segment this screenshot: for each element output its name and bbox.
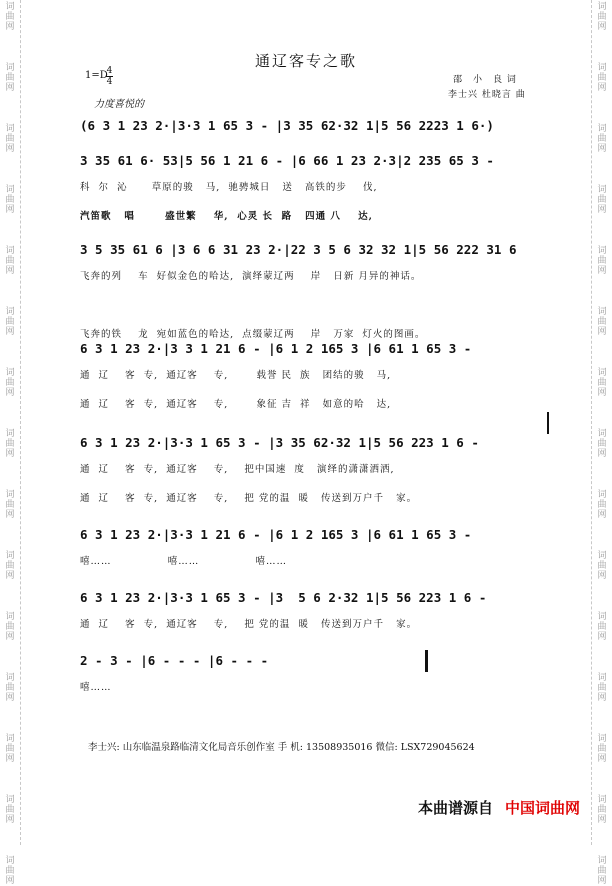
notation-line: 2 - 3 - |6 - - - |6 - - -: [80, 653, 546, 675]
notation-line: 3 35 61 6· 53|5 56 1 21 6 - |6 66 1 23 2·3|2 235 65 3 -: [80, 153, 546, 175]
watermark-text: 词 曲 网: [597, 673, 607, 703]
watermark-text: 词 曲 网: [597, 368, 607, 398]
watermark-text: 词 曲 网: [5, 307, 15, 337]
watermark-text: 词 曲 网: [597, 2, 607, 32]
contact-footer: 李士兴: 山东临温泉路临清文化局音乐创作室 手 机: 13508935016 微信: LSX729045624: [88, 742, 475, 753]
watermark-text: 词 曲 网: [5, 795, 15, 825]
time-signature-bottom: 4: [106, 77, 113, 87]
lyric-line: 嘻……: [80, 682, 112, 693]
watermark-text: 词 曲 网: [5, 368, 15, 398]
final-barline: [425, 650, 428, 672]
lyric-line: 通 辽 客 专, 通辽客 专, 把 党的温 暖 传送到万户千 家。: [80, 619, 418, 630]
watermark-text: 词 曲 网: [597, 307, 607, 337]
watermark-text: 词 曲 网: [5, 2, 15, 32]
notation-line: 6 3 1 23 2·|3·3 1 65 3 - |3 5 6 2·32 1|5 56 223 1 6 -: [80, 590, 546, 612]
lyric-line: 通 辽 客 专, 通辽客 专, 象征 吉 祥 如意的哈 达,: [80, 399, 392, 410]
lyric-line: 飞奔的列 车 好似金色的哈达, 演绎蒙辽两 岸 日新 月异的神话。: [80, 271, 422, 282]
watermark-text: 词 曲 网: [5, 734, 15, 764]
lyric-line: 通 辽 客 专, 通辽客 专, 把中国速 度 演绎的潇潇洒洒,: [80, 464, 395, 475]
notation-line: (6 3 1 23 2·|3·3 1 65 3 - |3 35 62·32 1|5 56 2223 1 6·): [80, 118, 546, 140]
lyric-line: 飞奔的铁 龙 宛如蓝色的哈达, 点缀蒙辽两 岸 万家 灯火的图画。: [80, 329, 426, 340]
watermark-text: 词 曲 网: [5, 551, 15, 581]
watermark-text: 词 曲 网: [597, 490, 607, 520]
composer-credit: 李士兴 杜晓言 曲: [448, 90, 526, 100]
notation-line: 3 5 35 61 6 |3 6 6 31 23 2·|22 3 5 6 32 32 1|5 56 222 31 6: [80, 242, 546, 264]
watermark-text: 词 曲 网: [5, 124, 15, 154]
watermark-text: 词 曲 网: [5, 856, 15, 886]
watermark-text: 词 曲 网: [5, 612, 15, 642]
notation-line: 6 3 1 23 2·|3·3 1 21 6 - |6 1 2 165 3 |6 61 1 65 3 -: [80, 527, 546, 549]
watermark-text: 词 曲 网: [597, 551, 607, 581]
notation-line: 6 3 1 23 2·|3·3 1 65 3 - |3 35 62·32 1|5 56 223 1 6 -: [80, 435, 546, 457]
time-signature: [106, 66, 113, 87]
watermark-text: 词 曲 网: [597, 795, 607, 825]
watermark-text: 词 曲 网: [5, 673, 15, 703]
watermark-text: 词 曲 网: [597, 185, 607, 215]
watermark-text: 词 曲 网: [597, 856, 607, 886]
watermark-text: 词 曲 网: [597, 429, 607, 459]
watermark-text: 词 曲 网: [5, 490, 15, 520]
source-brand-link[interactable]: 中国词曲网: [504, 799, 580, 817]
lyric-line: 嘻…… 嘻…… 嘻……: [80, 556, 288, 567]
notation-line: 6 3 1 23 2·|3 3 1 21 6 - |6 1 2 165 3 |6 61 1 65 3 -: [80, 341, 546, 363]
lyric-line: 通 辽 客 专, 通辽客 专, 把 党的温 暖 传送到万户千 家。: [80, 493, 418, 504]
watermark-text: 词 曲 网: [597, 63, 607, 93]
watermark-text: 词 曲 网: [597, 612, 607, 642]
watermark-text: 词 曲 网: [5, 185, 15, 215]
watermark-text: 词 曲 网: [5, 429, 15, 459]
key-signature: 1=D: [85, 70, 108, 81]
watermark-text: 词 曲 网: [597, 734, 607, 764]
lyric-line: 科 尔 沁 草原的骏 马, 驰骋城日 送 高铁的步 伐,: [80, 182, 378, 193]
source-credit: [418, 797, 580, 818]
watermark-text: 词 曲 网: [597, 246, 607, 276]
watermark-text: 词 曲 网: [597, 124, 607, 154]
source-label: 本曲谱源自: [417, 799, 493, 817]
song-title: 通辽客专之歌: [254, 52, 357, 70]
watermark-text: 词 曲 网: [5, 63, 15, 93]
watermark-text: 词 曲 网: [5, 246, 15, 276]
lyricist-credit: 邵 小 良 词: [453, 75, 517, 85]
tempo-marking: 力度喜悦的: [94, 99, 144, 110]
lyric-line: 通 辽 客 专, 通辽客 专, 载誉 民 族 团结的骏 马,: [80, 370, 392, 381]
time-signature-top: 4: [106, 66, 113, 76]
repeat-barline: [547, 412, 549, 434]
lyric-line: 汽笛歌 唱 盛世繁 华, 心灵 长 路 四通 八 达,: [80, 211, 373, 222]
